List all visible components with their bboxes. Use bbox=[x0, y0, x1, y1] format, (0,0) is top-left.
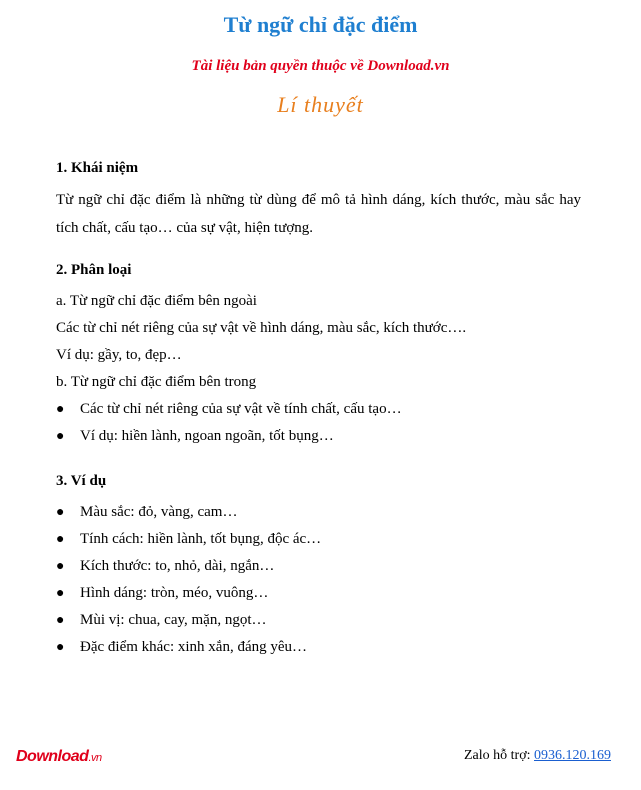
section2-sub-a-desc: Các từ chỉ nét riêng của sự vật về hình dáng, màu sắc, kích thước…. bbox=[56, 320, 467, 336]
list-item-text: Màu sắc: đỏ, vàng, cam… bbox=[80, 504, 238, 520]
list-item-text: Mùi vị: chua, cay, mặn, ngọt… bbox=[80, 612, 267, 628]
section2-sub-b: b. Từ ngữ chỉ đặc điểm bên trong bbox=[56, 374, 257, 390]
section2-sub-a-example: Ví dụ: gầy, to, đẹp… bbox=[56, 347, 182, 363]
bullet-icon: ● bbox=[56, 505, 65, 520]
bullet-icon: ● bbox=[56, 640, 65, 655]
list-item bbox=[56, 504, 237, 521]
list-item bbox=[56, 428, 334, 445]
download-logo[interactable] bbox=[16, 748, 102, 766]
bullet-icon: ● bbox=[56, 402, 65, 417]
bullet-icon: ● bbox=[56, 532, 65, 547]
zalo-support bbox=[464, 748, 611, 764]
list-item bbox=[56, 401, 402, 418]
bullet-icon: ● bbox=[56, 429, 65, 444]
bullet-icon: ● bbox=[56, 586, 65, 601]
list-item-text: Hình dáng: tròn, méo, vuông… bbox=[80, 585, 269, 601]
list-item bbox=[56, 612, 267, 629]
list-item-text: Ví dụ: hiền lành, ngoan ngoãn, tốt bụng… bbox=[80, 428, 334, 444]
list-item bbox=[56, 558, 274, 575]
page-title: Từ ngữ chỉ đặc điểm bbox=[223, 12, 418, 37]
list-item bbox=[56, 585, 268, 602]
list-item-text: Đặc điểm khác: xinh xắn, đáng yêu… bbox=[80, 639, 308, 655]
section2-heading: 2. Phân loại bbox=[56, 262, 132, 278]
section1-paragraph: Từ ngữ chỉ đặc điểm là những từ dùng để mô tả hình dáng, kích thước, màu sắc hay tích chất, cấu tạo… của sự vật, hiện tượng. bbox=[56, 192, 581, 236]
bullet-icon: ● bbox=[56, 559, 65, 574]
section2-sub-a: a. Từ ngữ chỉ đặc điểm bên ngoài bbox=[56, 293, 257, 309]
section1-heading: 1. Khái niệm bbox=[56, 160, 139, 176]
section3-heading: 3. Ví dụ bbox=[56, 473, 107, 489]
support-phone-link[interactable]: 0936.120.169 bbox=[534, 748, 611, 763]
list-item-text: Tính cách: hiền lành, tốt bụng, độc ác… bbox=[80, 531, 322, 547]
bullet-icon: ● bbox=[56, 613, 65, 628]
list-item-text: Các từ chỉ nét riêng của sự vật về tính chất, cấu tạo… bbox=[80, 401, 402, 417]
logo-suffix: .vn bbox=[88, 752, 102, 764]
list-item bbox=[56, 639, 307, 656]
logo-text: Download bbox=[16, 748, 89, 765]
section-label: Lí thuyết bbox=[277, 92, 364, 117]
copyright-notice: Tài liệu bản quyền thuộc về Download.vn bbox=[191, 58, 450, 74]
list-item bbox=[56, 531, 321, 548]
support-label: Zalo hỗ trợ: bbox=[464, 748, 534, 763]
list-item-text: Kích thước: to, nhỏ, dài, ngắn… bbox=[80, 558, 275, 574]
